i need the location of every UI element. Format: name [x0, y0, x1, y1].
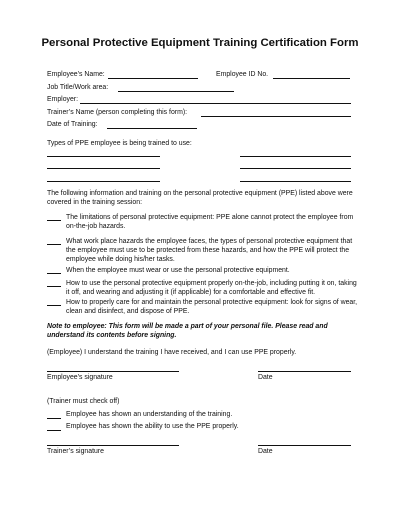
checklist-item: What work place hazards the employee faces, the types of personal protective equipment that the employee must use to be protected from these hazards, and how the PPE will protect the employee while doing his/her tasks.: [66, 238, 353, 263]
checklist-item: The limitations of personal protective equipment: PPE alone cannot protect the employee from on-the-job hazards.: [66, 214, 354, 230]
employee-statement: (Employee) I understand the training I have received, and I can use PPE properly.: [47, 349, 297, 356]
job-title-field[interactable]: [118, 91, 234, 92]
trainer-signature-line[interactable]: [47, 445, 179, 446]
trainer-item: Employee has shown the ability to use the PPE properly.: [66, 423, 239, 430]
employee-name-field[interactable]: [108, 78, 198, 79]
employer-field[interactable]: [80, 103, 351, 104]
page-title: Personal Protective Equipment Training Certification Form: [41, 37, 359, 49]
employee-signature-line[interactable]: [47, 371, 179, 372]
employer-label: Employer:: [47, 96, 79, 103]
trainer-item: Employee has shown an understanding of the training.: [66, 411, 233, 418]
checklist-checkbox[interactable]: [47, 273, 61, 274]
employee-date-label: Date: [258, 374, 273, 381]
checklist-checkbox[interactable]: [47, 220, 61, 221]
ppe-type-line[interactable]: [240, 181, 351, 182]
trainer-name-label: Trainer’s Name (person completing this form):: [47, 109, 188, 116]
checklist-checkbox[interactable]: [47, 305, 61, 306]
ppe-type-line[interactable]: [47, 181, 160, 182]
trainer-date-label: Date: [258, 448, 273, 455]
ppe-types-label: Types of PPE employee is being trained to use:: [47, 140, 192, 147]
checklist-item: When the employee must wear or use the personal protective equipment.: [66, 267, 290, 274]
employee-name-label: Employee’s Name:: [47, 71, 105, 78]
employee-date-line[interactable]: [258, 371, 351, 372]
intro-text: The following information and training on the personal protective equipment (PPE) listed above were covered in the training session:: [47, 190, 353, 206]
trainer-check-label: (Trainer must check off): [47, 398, 120, 405]
ppe-type-line[interactable]: [240, 168, 351, 169]
employee-id-label: Employee ID No.: [216, 71, 269, 78]
employee-id-field[interactable]: [273, 78, 350, 79]
ppe-type-line[interactable]: [47, 168, 160, 169]
job-title-label: Job Title/Work area:: [47, 84, 109, 91]
checklist-item: How to use the personal protective equipment properly on-the-job, including putting it on, taking it off, and wearing and adjusting it (if applicable) for a comfortable and effective fit.: [66, 280, 357, 296]
note-to-employee: Note to employee: This form will be made a part of your personal file. Please read and understand its contents before signing.: [47, 323, 328, 339]
trainer-date-line[interactable]: [258, 445, 351, 446]
trainer-signature-label: Trainer’s signature: [47, 448, 104, 455]
trainer-checkbox[interactable]: [47, 418, 61, 419]
checklist-item: How to properly care for and maintain the personal protective equipment: look for signs of wear, clean and disinfect, and dispose of PPE.: [66, 299, 358, 315]
trainer-checkbox[interactable]: [47, 430, 61, 431]
employee-signature-label: Employee’s signature: [47, 374, 113, 381]
date-of-training-field[interactable]: [107, 128, 197, 129]
ppe-type-line[interactable]: [240, 156, 351, 157]
trainer-name-field[interactable]: [201, 116, 351, 117]
checklist-checkbox[interactable]: [47, 244, 61, 245]
ppe-type-line[interactable]: [47, 156, 160, 157]
checklist-checkbox[interactable]: [47, 286, 61, 287]
date-of-training-label: Date of Training:: [47, 121, 98, 128]
